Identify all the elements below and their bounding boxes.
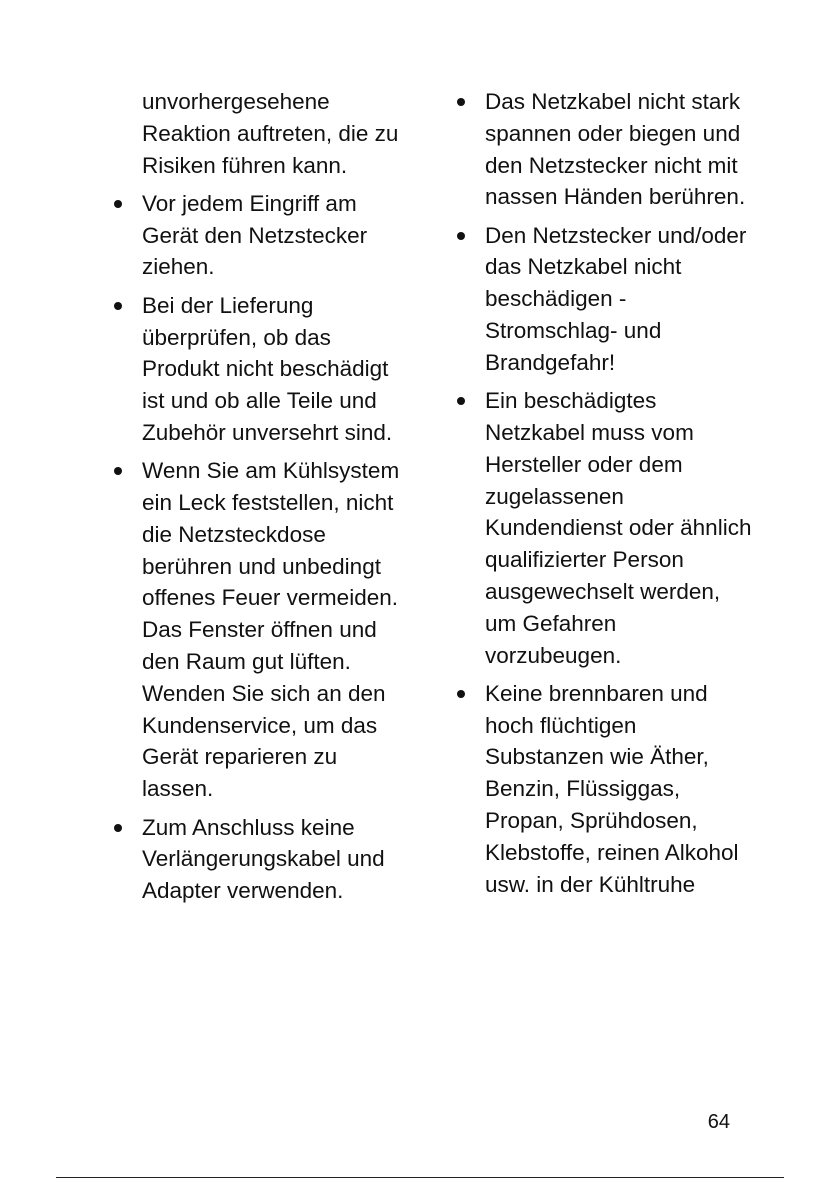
bullet-icon <box>114 467 122 475</box>
bullet-icon <box>114 824 122 832</box>
continuation-text: unvorhergesehene Reaktion auftreten, die zu Risiken führen kann. <box>142 89 399 178</box>
list-item <box>110 290 410 449</box>
bullet-icon <box>457 98 465 106</box>
bullet-icon <box>114 200 122 208</box>
list-item-text: Den Netzstecker und/oder das Netzkabel nicht beschädigen - Stromschlag- und Brandgefahr! <box>485 222 747 375</box>
footer-divider <box>56 1177 784 1178</box>
right-column <box>453 86 753 907</box>
list-item <box>453 678 753 901</box>
continuation-paragraph <box>110 86 410 181</box>
list-item <box>453 220 753 379</box>
list-item-text: Bei der Lieferung überprüfen, ob das Produkt nicht beschädigt ist und ob alle Teile und Zubehör unversehrt sind. <box>142 292 393 445</box>
list-item <box>110 188 410 283</box>
bullet-icon <box>457 397 465 405</box>
list-item-text: Keine brennbaren und hoch flüchtigen Substanzen wie Äther, Benzin, Flüssiggas, Propan, Sprühdosen, Klebstoffe, reinen Alkohol usw. in der Kühltruhe <box>485 680 739 897</box>
list-item-text: Wenn Sie am Kühlsystem ein Leck feststellen, nicht die Netzsteckdose berühren und unbedingt offenes Feuer vermeiden. Das Fenster öffnen und den Raum gut lüften. Wenden Sie sich an den Kundenservice, um das Gerät reparieren zu lassen. <box>142 458 400 802</box>
bullet-icon <box>457 232 465 240</box>
list-item-text: Das Netzkabel nicht stark spannen oder biegen und den Netzstecker nicht mit nassen Händen berühren. <box>485 89 746 210</box>
bullet-icon <box>114 302 122 310</box>
bullet-icon <box>457 690 465 698</box>
list-item-text: Zum Anschluss keine Verlängerungskabel und Adapter verwenden. <box>142 814 385 904</box>
list-item-text: Vor jedem Eingriff am Gerät den Netzstecker ziehen. <box>142 190 368 280</box>
list-item <box>110 455 410 805</box>
left-column <box>110 86 410 913</box>
list-item <box>110 812 410 907</box>
list-item <box>453 385 753 671</box>
list-item-text: Ein beschädigtes Netzkabel muss vom Hersteller oder dem zugelassenen Kundendienst oder ähnlich qualifizierter Person ausgewechselt werden, um Gefahren vorzubeugen. <box>485 388 752 668</box>
list-item <box>453 86 753 213</box>
page-number: 64 <box>707 1111 730 1133</box>
